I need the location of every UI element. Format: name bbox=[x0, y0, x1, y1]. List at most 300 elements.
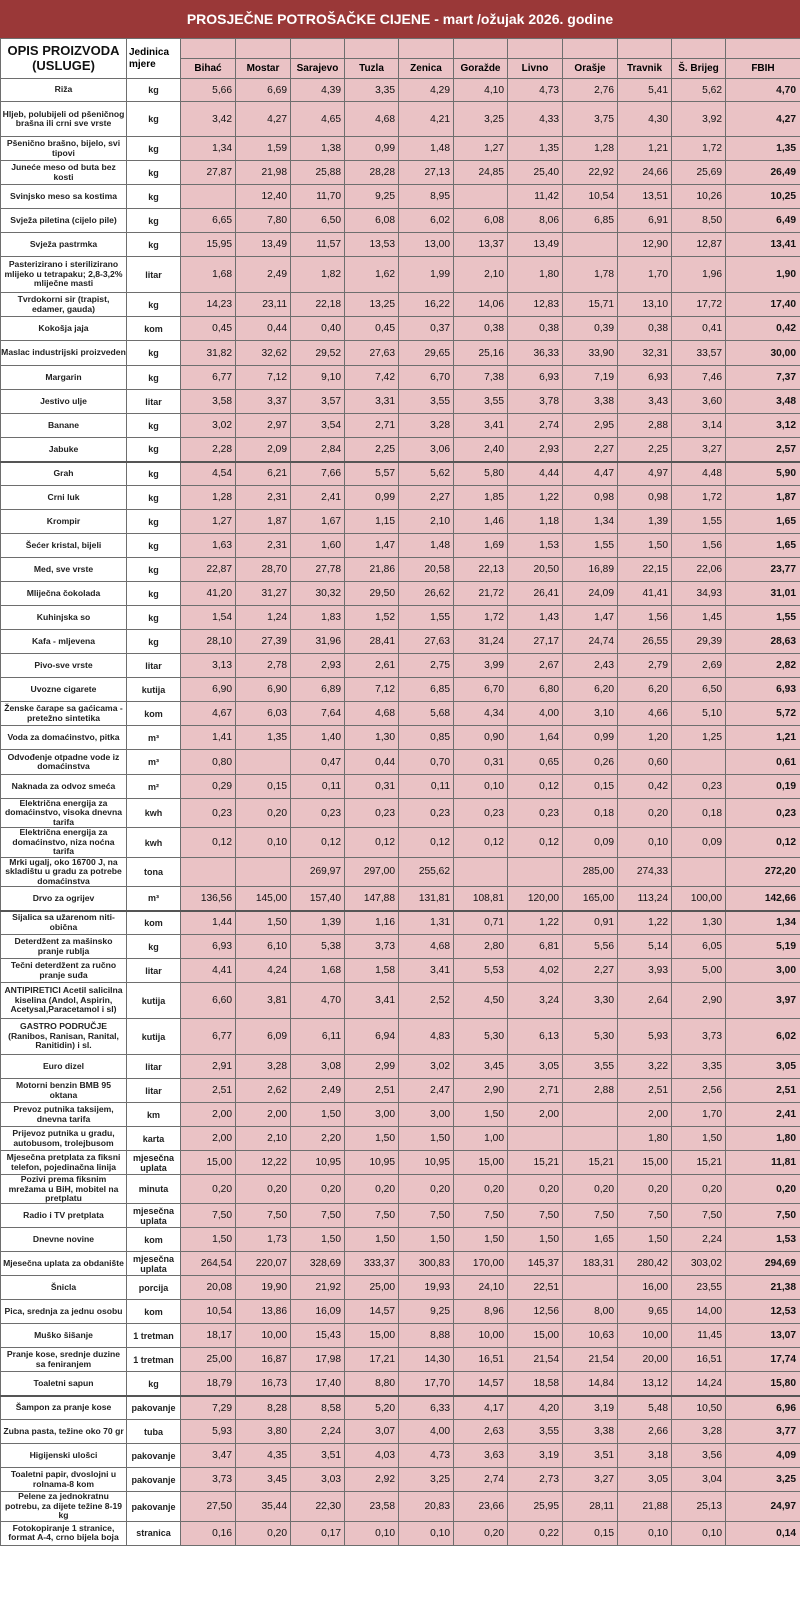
product-name: Higijenski ulošci bbox=[1, 1444, 127, 1468]
product-name: Tečni deterdžent za ručno pranje suđa bbox=[1, 959, 127, 983]
price-cell: 2,90 bbox=[454, 1079, 508, 1103]
price-cell: 6,65 bbox=[181, 209, 236, 233]
price-cell: 1,55 bbox=[672, 510, 726, 534]
price-cell: 1,60 bbox=[291, 534, 345, 558]
price-cell bbox=[454, 185, 508, 209]
price-cell: 0,29 bbox=[181, 775, 236, 799]
price-cell: 41,20 bbox=[181, 582, 236, 606]
price-cell: 3,04 bbox=[672, 1468, 726, 1492]
price-cell: 2,10 bbox=[236, 1127, 291, 1151]
price-cell: 25,69 bbox=[672, 161, 726, 185]
product-name: Euro dizel bbox=[1, 1055, 127, 1079]
product-name: Uvozne cigarete bbox=[1, 678, 127, 702]
fbih-price-cell: 24,97 bbox=[726, 1492, 800, 1521]
price-cell: 1,27 bbox=[181, 510, 236, 534]
fbih-price-cell: 0,20 bbox=[726, 1175, 800, 1204]
price-cell: 6,50 bbox=[291, 209, 345, 233]
unit-cell: kom bbox=[127, 1228, 181, 1252]
table-row bbox=[1, 1228, 800, 1252]
price-cell: 0,15 bbox=[236, 775, 291, 799]
price-cell: 16,51 bbox=[672, 1348, 726, 1372]
price-cell: 5,20 bbox=[345, 1396, 399, 1420]
fbih-price-cell: 7,50 bbox=[726, 1204, 800, 1228]
price-cell: 4,29 bbox=[399, 79, 454, 102]
price-cell: 4,48 bbox=[672, 462, 726, 486]
city-header-6: Livno bbox=[508, 59, 563, 79]
fbih-price-cell: 13,41 bbox=[726, 233, 800, 257]
unit-cell: kg bbox=[127, 414, 181, 438]
price-cell: 100,00 bbox=[672, 887, 726, 911]
price-cell: 10,00 bbox=[454, 1324, 508, 1348]
price-cell: 0,20 bbox=[618, 1175, 672, 1204]
city-header-3: Tuzla bbox=[345, 59, 399, 79]
price-cell: 4,68 bbox=[399, 935, 454, 959]
fbih-price-cell: 0,14 bbox=[726, 1521, 800, 1545]
price-cell: 1,40 bbox=[291, 726, 345, 750]
price-cell: 32,62 bbox=[236, 341, 291, 366]
price-cell: 6,93 bbox=[618, 366, 672, 390]
fbih-price-cell: 17,40 bbox=[726, 293, 800, 317]
fbih-price-cell: 3,12 bbox=[726, 414, 800, 438]
price-cell: 28,41 bbox=[345, 630, 399, 654]
price-cell: 3,55 bbox=[563, 1055, 618, 1079]
price-cell: 3,55 bbox=[508, 1420, 563, 1444]
price-cell: 2,31 bbox=[236, 486, 291, 510]
price-cell: 5,10 bbox=[672, 702, 726, 726]
price-cell: 2,69 bbox=[672, 654, 726, 678]
price-cell: 3,14 bbox=[672, 414, 726, 438]
price-cell: 27,50 bbox=[181, 1492, 236, 1521]
product-name: GASTRO PODRUČJE (Ranibos, Ranisan, Ranital, Ranitidin) i sl. bbox=[1, 1019, 127, 1055]
price-cell: 3,28 bbox=[672, 1420, 726, 1444]
price-cell: 15,21 bbox=[672, 1151, 726, 1175]
price-cell: 5,62 bbox=[399, 462, 454, 486]
price-cell: 7,46 bbox=[672, 366, 726, 390]
price-cell: 1,54 bbox=[181, 606, 236, 630]
price-cell: 4,50 bbox=[454, 983, 508, 1019]
price-cell: 1,50 bbox=[236, 911, 291, 935]
price-cell: 1,55 bbox=[399, 606, 454, 630]
price-cell: 4,83 bbox=[399, 1019, 454, 1055]
price-cell: 8,88 bbox=[399, 1324, 454, 1348]
price-cell: 3,58 bbox=[181, 390, 236, 414]
price-cell: 8,00 bbox=[563, 1300, 618, 1324]
price-cell: 6,89 bbox=[291, 678, 345, 702]
price-cell bbox=[181, 857, 236, 886]
price-cell: 0,70 bbox=[399, 750, 454, 775]
price-cell: 1,99 bbox=[399, 257, 454, 293]
price-cell: 17,72 bbox=[672, 293, 726, 317]
price-cell: 2,00 bbox=[181, 1127, 236, 1151]
price-cell: 5,62 bbox=[672, 79, 726, 102]
unit-cell: kg bbox=[127, 630, 181, 654]
table-row bbox=[1, 341, 800, 366]
price-cell: 22,18 bbox=[291, 293, 345, 317]
product-name: Radio i TV pretplata bbox=[1, 1204, 127, 1228]
price-cell: 14,57 bbox=[345, 1300, 399, 1324]
price-cell: 7,38 bbox=[454, 366, 508, 390]
price-cell: 0,10 bbox=[454, 775, 508, 799]
price-cell: 1,68 bbox=[291, 959, 345, 983]
price-cell: 6,11 bbox=[291, 1019, 345, 1055]
price-cell: 12,56 bbox=[508, 1300, 563, 1324]
unit-cell: km bbox=[127, 1103, 181, 1127]
price-cell: 0,10 bbox=[345, 1521, 399, 1545]
price-cell: 8,80 bbox=[345, 1372, 399, 1396]
price-cell: 2,49 bbox=[291, 1079, 345, 1103]
price-cell: 3,27 bbox=[563, 1468, 618, 1492]
price-cell: 4,67 bbox=[181, 702, 236, 726]
table-row bbox=[1, 1372, 800, 1396]
fbih-price-cell: 6,93 bbox=[726, 678, 800, 702]
price-cell: 2,27 bbox=[563, 959, 618, 983]
price-cell: 0,41 bbox=[672, 317, 726, 341]
price-cell: 16,73 bbox=[236, 1372, 291, 1396]
price-cell: 4,73 bbox=[399, 1444, 454, 1468]
price-cell: 3,92 bbox=[672, 102, 726, 137]
price-cell: 4,65 bbox=[291, 102, 345, 137]
table-row bbox=[1, 726, 800, 750]
table-row bbox=[1, 293, 800, 317]
price-cell: 2,51 bbox=[345, 1079, 399, 1103]
price-cell: 15,21 bbox=[563, 1151, 618, 1175]
price-cell: 0,38 bbox=[618, 317, 672, 341]
product-name: ANTIPIRETICI Acetil salicilna kiselina (Andol, Aspirin, Acetysal,Paracetamol i sl) bbox=[1, 983, 127, 1019]
price-cell: 1,39 bbox=[618, 510, 672, 534]
price-cell: 0,20 bbox=[399, 1175, 454, 1204]
price-cell: 6,60 bbox=[181, 983, 236, 1019]
price-cell: 32,31 bbox=[618, 341, 672, 366]
price-cell: 21,98 bbox=[236, 161, 291, 185]
price-cell: 0,42 bbox=[618, 775, 672, 799]
price-cell: 15,00 bbox=[181, 1151, 236, 1175]
price-cell: 1,47 bbox=[563, 606, 618, 630]
price-cell: 3,08 bbox=[291, 1055, 345, 1079]
price-cell: 7,80 bbox=[236, 209, 291, 233]
price-cell: 0,23 bbox=[508, 799, 563, 828]
price-cell: 4,97 bbox=[618, 462, 672, 486]
price-cell: 3,43 bbox=[618, 390, 672, 414]
product-name: Toaletni papir, dvoslojni u rolnama-8 kom bbox=[1, 1468, 127, 1492]
price-cell bbox=[508, 857, 563, 886]
unit-cell: kg bbox=[127, 185, 181, 209]
price-cell: 15,71 bbox=[563, 293, 618, 317]
price-cell: 8,96 bbox=[454, 1300, 508, 1324]
price-cell: 3,24 bbox=[508, 983, 563, 1019]
price-cell: 1,87 bbox=[236, 510, 291, 534]
fbih-price-cell: 21,38 bbox=[726, 1276, 800, 1300]
fbih-price-cell: 1,80 bbox=[726, 1127, 800, 1151]
price-cell: 2,00 bbox=[618, 1103, 672, 1127]
unit-cell: 1 tretman bbox=[127, 1324, 181, 1348]
product-name: Kuhinjska so bbox=[1, 606, 127, 630]
table-row bbox=[1, 209, 800, 233]
price-cell: 6,10 bbox=[236, 935, 291, 959]
table-row bbox=[1, 1175, 800, 1204]
price-cell: 6,81 bbox=[508, 935, 563, 959]
unit-cell: kom bbox=[127, 702, 181, 726]
price-cell: 4,35 bbox=[236, 1444, 291, 1468]
table-row bbox=[1, 414, 800, 438]
price-cell: 0,20 bbox=[291, 1175, 345, 1204]
price-cell: 18,58 bbox=[508, 1372, 563, 1396]
price-cell: 1,72 bbox=[454, 606, 508, 630]
price-cell: 24,85 bbox=[454, 161, 508, 185]
price-cell: 3,05 bbox=[618, 1468, 672, 1492]
fbih-price-cell: 6,96 bbox=[726, 1396, 800, 1420]
price-cell: 3,73 bbox=[672, 1019, 726, 1055]
price-cell: 0,44 bbox=[345, 750, 399, 775]
price-cell: 3,60 bbox=[672, 390, 726, 414]
price-cell: 27,78 bbox=[291, 558, 345, 582]
price-cell: 30,32 bbox=[291, 582, 345, 606]
price-cell: 1,43 bbox=[508, 606, 563, 630]
price-cell: 7,64 bbox=[291, 702, 345, 726]
price-cell: 0,26 bbox=[563, 750, 618, 775]
price-cell: 12,83 bbox=[508, 293, 563, 317]
price-table bbox=[0, 38, 800, 1546]
price-cell: 14,30 bbox=[399, 1348, 454, 1372]
price-cell: 17,21 bbox=[345, 1348, 399, 1372]
price-cell: 2,25 bbox=[618, 438, 672, 462]
price-cell: 1,56 bbox=[618, 606, 672, 630]
price-cell: 3,25 bbox=[399, 1468, 454, 1492]
price-cell: 264,54 bbox=[181, 1252, 236, 1276]
price-cell: 0,17 bbox=[291, 1521, 345, 1545]
table-row bbox=[1, 1521, 800, 1545]
unit-cell: kg bbox=[127, 293, 181, 317]
product-name: Mjesečna pretplata za fiksni telefon, pojedinačna linija bbox=[1, 1151, 127, 1175]
price-cell: 170,00 bbox=[454, 1252, 508, 1276]
price-cell: 2,10 bbox=[454, 257, 508, 293]
table-row bbox=[1, 582, 800, 606]
price-cell: 157,40 bbox=[291, 887, 345, 911]
price-cell: 0,44 bbox=[236, 317, 291, 341]
price-cell: 0,12 bbox=[508, 775, 563, 799]
table-row bbox=[1, 606, 800, 630]
price-cell: 2,67 bbox=[508, 654, 563, 678]
product-name: Juneće meso od buta bez kosti bbox=[1, 161, 127, 185]
product-name: Drvo za ogrijev bbox=[1, 887, 127, 911]
product-name: Pozivi prema fiksnim mrežama u BiH, mobitel na pretplatu bbox=[1, 1175, 127, 1204]
price-cell: 22,15 bbox=[618, 558, 672, 582]
price-cell: 1,72 bbox=[672, 486, 726, 510]
price-cell: 2,63 bbox=[454, 1420, 508, 1444]
price-cell: 1,20 bbox=[618, 726, 672, 750]
price-cell: 0,37 bbox=[399, 317, 454, 341]
price-cell: 6,77 bbox=[181, 1019, 236, 1055]
unit-cell: kom bbox=[127, 317, 181, 341]
price-cell: 147,88 bbox=[345, 887, 399, 911]
table-row bbox=[1, 1492, 800, 1521]
unit-cell: kg bbox=[127, 582, 181, 606]
price-cell: 3,35 bbox=[672, 1055, 726, 1079]
price-cell: 2,93 bbox=[508, 438, 563, 462]
price-cell: 0,12 bbox=[454, 828, 508, 857]
price-cell: 3,05 bbox=[508, 1055, 563, 1079]
price-cell: 10,95 bbox=[345, 1151, 399, 1175]
unit-cell: tona bbox=[127, 857, 181, 886]
price-cell: 25,40 bbox=[508, 161, 563, 185]
price-cell: 4,68 bbox=[345, 102, 399, 137]
price-cell: 5,93 bbox=[181, 1420, 236, 1444]
unit-cell: m² bbox=[127, 775, 181, 799]
product-name: Električna energija za domaćinstvo, visoka dnevna tarifa bbox=[1, 799, 127, 828]
price-cell: 3,02 bbox=[399, 1055, 454, 1079]
table-row bbox=[1, 1300, 800, 1324]
price-cell: 21,54 bbox=[563, 1348, 618, 1372]
table-row bbox=[1, 534, 800, 558]
price-cell: 0,23 bbox=[399, 799, 454, 828]
price-cell: 28,70 bbox=[236, 558, 291, 582]
price-cell: 1,35 bbox=[508, 137, 563, 161]
price-cell: 5,00 bbox=[672, 959, 726, 983]
price-cell: 4,27 bbox=[236, 102, 291, 137]
price-cell: 0,45 bbox=[345, 317, 399, 341]
price-cell: 1,31 bbox=[399, 911, 454, 935]
unit-cell: kutija bbox=[127, 678, 181, 702]
price-cell: 303,02 bbox=[672, 1252, 726, 1276]
price-cell: 7,50 bbox=[618, 1204, 672, 1228]
price-cell: 3,00 bbox=[345, 1103, 399, 1127]
price-cell: 2,56 bbox=[672, 1079, 726, 1103]
price-cell: 2,71 bbox=[508, 1079, 563, 1103]
price-cell: 15,00 bbox=[454, 1151, 508, 1175]
price-cell: 10,26 bbox=[672, 185, 726, 209]
price-cell: 6,77 bbox=[181, 366, 236, 390]
price-cell: 3,25 bbox=[454, 102, 508, 137]
price-cell: 6,85 bbox=[399, 678, 454, 702]
fbih-price-cell: 31,01 bbox=[726, 582, 800, 606]
price-cell: 2,28 bbox=[181, 438, 236, 462]
price-cell: 19,90 bbox=[236, 1276, 291, 1300]
price-cell: 5,53 bbox=[454, 959, 508, 983]
price-cell: 4,17 bbox=[454, 1396, 508, 1420]
price-cell: 10,95 bbox=[291, 1151, 345, 1175]
unit-cell: kg bbox=[127, 935, 181, 959]
price-cell: 1,55 bbox=[563, 534, 618, 558]
price-cell: 10,50 bbox=[672, 1396, 726, 1420]
price-cell: 29,52 bbox=[291, 341, 345, 366]
price-cell: 0,12 bbox=[291, 828, 345, 857]
price-cell: 24,74 bbox=[563, 630, 618, 654]
price-cell: 14,84 bbox=[563, 1372, 618, 1396]
price-cell: 1,70 bbox=[618, 257, 672, 293]
price-cell: 1,34 bbox=[563, 510, 618, 534]
product-name: Maslac industrijski proizveden bbox=[1, 341, 127, 366]
price-cell: 18,17 bbox=[181, 1324, 236, 1348]
fbih-price-cell: 4,09 bbox=[726, 1444, 800, 1468]
price-cell: 6,33 bbox=[399, 1396, 454, 1420]
price-cell: 35,44 bbox=[236, 1492, 291, 1521]
unit-cell: kutija bbox=[127, 983, 181, 1019]
price-cell: 6,91 bbox=[618, 209, 672, 233]
price-cell: 0,15 bbox=[563, 1521, 618, 1545]
price-cell: 1,50 bbox=[618, 1228, 672, 1252]
table-row bbox=[1, 317, 800, 341]
price-cell: 3,55 bbox=[399, 390, 454, 414]
table-row bbox=[1, 678, 800, 702]
fbih-price-cell: 2,82 bbox=[726, 654, 800, 678]
table-row bbox=[1, 161, 800, 185]
price-cell: 0,23 bbox=[672, 775, 726, 799]
price-cell: 13,86 bbox=[236, 1300, 291, 1324]
product-name: Pranje kose, srednje duzine sa feniranjem bbox=[1, 1348, 127, 1372]
price-cell: 2,52 bbox=[399, 983, 454, 1019]
product-name: Riža bbox=[1, 79, 127, 102]
price-cell: 3,18 bbox=[618, 1444, 672, 1468]
table-row bbox=[1, 137, 800, 161]
city-header-7: Orašje bbox=[563, 59, 618, 79]
price-cell: 1,82 bbox=[291, 257, 345, 293]
table-row bbox=[1, 799, 800, 828]
price-cell: 3,73 bbox=[345, 935, 399, 959]
price-cell: 22,51 bbox=[508, 1276, 563, 1300]
price-cell: 2,09 bbox=[236, 438, 291, 462]
table-row bbox=[1, 775, 800, 799]
price-cell: 3,56 bbox=[672, 1444, 726, 1468]
fbih-price-cell: 1,53 bbox=[726, 1228, 800, 1252]
price-cell: 1,50 bbox=[618, 534, 672, 558]
price-cell: 1,22 bbox=[508, 486, 563, 510]
price-cell: 0,09 bbox=[672, 828, 726, 857]
price-cell: 1,30 bbox=[672, 911, 726, 935]
table-row bbox=[1, 390, 800, 414]
price-cell: 12,90 bbox=[618, 233, 672, 257]
price-cell: 28,11 bbox=[563, 1492, 618, 1521]
unit-cell: kg bbox=[127, 462, 181, 486]
price-cell: 1,35 bbox=[236, 726, 291, 750]
price-cell: 6,50 bbox=[672, 678, 726, 702]
price-cell: 3,13 bbox=[181, 654, 236, 678]
price-cell: 0,12 bbox=[345, 828, 399, 857]
price-cell: 0,10 bbox=[236, 828, 291, 857]
price-cell: 12,40 bbox=[236, 185, 291, 209]
table-row bbox=[1, 1204, 800, 1228]
price-cell: 3,28 bbox=[236, 1055, 291, 1079]
price-cell: 2,97 bbox=[236, 414, 291, 438]
price-cell: 0,11 bbox=[399, 775, 454, 799]
price-cell: 1,50 bbox=[399, 1228, 454, 1252]
product-name: Motorni benzin BMB 95 oktana bbox=[1, 1079, 127, 1103]
price-cell: 3,41 bbox=[399, 959, 454, 983]
price-cell: 20,83 bbox=[399, 1492, 454, 1521]
price-cell: 25,16 bbox=[454, 341, 508, 366]
price-cell: 3,73 bbox=[181, 1468, 236, 1492]
price-cell: 27,87 bbox=[181, 161, 236, 185]
price-cell: 4,41 bbox=[181, 959, 236, 983]
price-cell: 4,33 bbox=[508, 102, 563, 137]
price-cell: 25,13 bbox=[672, 1492, 726, 1521]
product-name: Električna energija za domaćinstvo, niza noćna tarifa bbox=[1, 828, 127, 857]
price-cell: 10,00 bbox=[236, 1324, 291, 1348]
product-name: Fotokopiranje 1 stranice, format A-4, crno bijela boja bbox=[1, 1521, 127, 1545]
product-name: Grah bbox=[1, 462, 127, 486]
price-cell: 0,11 bbox=[291, 775, 345, 799]
product-name: Voda za domaćinstvo, pitka bbox=[1, 726, 127, 750]
price-cell: 9,10 bbox=[291, 366, 345, 390]
price-cell: 3,75 bbox=[563, 102, 618, 137]
price-cell: 3,07 bbox=[345, 1420, 399, 1444]
price-cell: 1,64 bbox=[508, 726, 563, 750]
price-cell: 11,42 bbox=[508, 185, 563, 209]
price-cell: 0,45 bbox=[181, 317, 236, 341]
city-header-1: Mostar bbox=[236, 59, 291, 79]
product-name: Jestivo ulje bbox=[1, 390, 127, 414]
price-cell bbox=[236, 750, 291, 775]
table-row bbox=[1, 983, 800, 1019]
price-cell: 13,12 bbox=[618, 1372, 672, 1396]
